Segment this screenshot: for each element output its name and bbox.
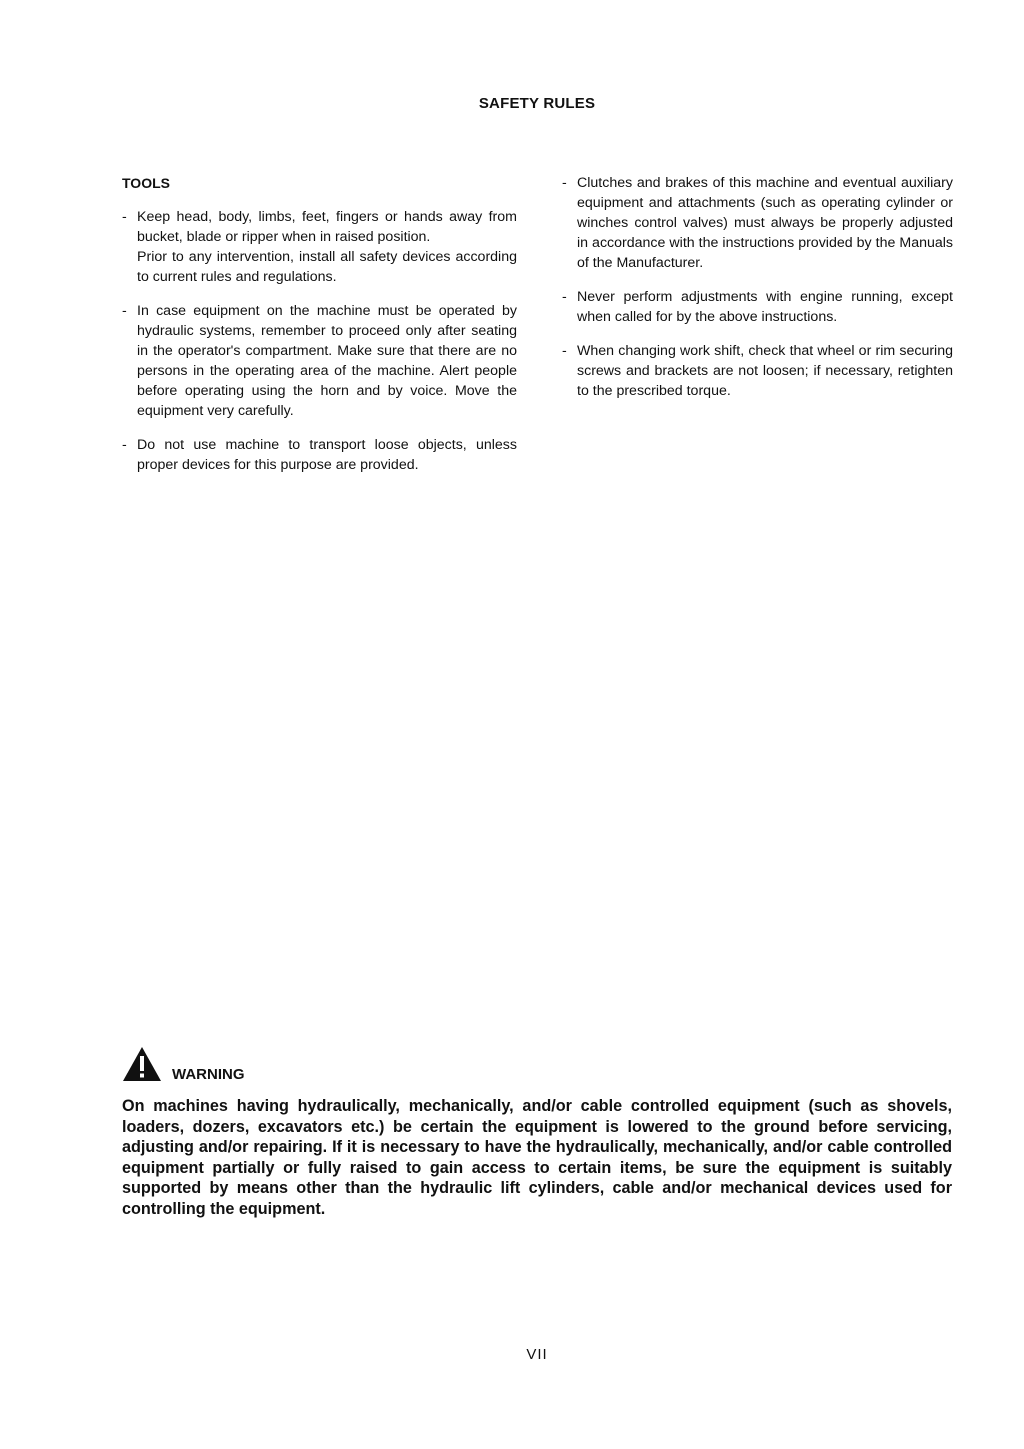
page-number: VII [526, 1346, 548, 1363]
list-item-text: When changing work shift, check that wheel or rim securing screws and brackets are not loosen; if necessary, retighten to the prescribed torque. [577, 343, 953, 399]
list-item [562, 287, 953, 327]
left-column [122, 173, 517, 489]
warning-triangle-icon [122, 1046, 162, 1082]
list-item [122, 435, 517, 475]
warning-label: WARNING [172, 1066, 245, 1083]
bullet-dash: - [562, 289, 567, 305]
warning-text: On machines having hydraulically, mechanically, and/or cable controlled equipment (such as shovels, loaders, dozers, excavators etc.) be certain the equipment is lowered to the ground before servicing, adjusting and/or repairing. If it is necessary to have the hydraulically, mechanically, and/or cable controlled equipment partially or fully raised to gain access to certain items, be sure the equipment is suitably supported by means other than the hydraulic lift cylinders, cable and/or mechanical devices used for controlling the equipment. [122, 1097, 952, 1218]
warning-header [122, 1046, 522, 1082]
list-item [122, 301, 517, 421]
bullet-dash: - [562, 343, 567, 359]
bullet-dash: - [122, 209, 127, 225]
list-item-text: Prior to any intervention, install all safety devices according to current rules and regulations. [137, 249, 517, 285]
bullet-dash: - [122, 437, 127, 453]
section-heading-tools: TOOLS [122, 175, 170, 191]
page-title: SAFETY RULES [478, 95, 596, 112]
list-item-text: Do not use machine to transport loose objects, unless proper devices for this purpose are provided. [137, 437, 517, 473]
list-item-text: Keep head, body, limbs, feet, fingers or hands away from bucket, blade or ripper when in raised position. [137, 209, 517, 245]
bullet-dash: - [122, 303, 127, 319]
list-item-text: Clutches and brakes of this machine and eventual auxiliary equipment and attachments (such as operating cylinder or winches control valves) must always be properly adjusted in accordance with the instructions provided by the Manuals of the Manufacturer. [577, 175, 953, 271]
bullet-dash: - [562, 175, 567, 191]
list-item [562, 173, 953, 273]
list-item [562, 341, 953, 401]
list-item-text: Never perform adjustments with engine running, except when called for by the above instructions. [577, 289, 953, 325]
right-column [562, 173, 953, 415]
list-item-text: In case equipment on the machine must be operated by hydraulic systems, remember to proceed only after seating in the operator's compartment. Make sure that there are no persons in the operating area of the machine. Alert people before operating using the horn and by voice. Move the equipment very carefully. [137, 303, 517, 419]
list-item [122, 207, 517, 287]
